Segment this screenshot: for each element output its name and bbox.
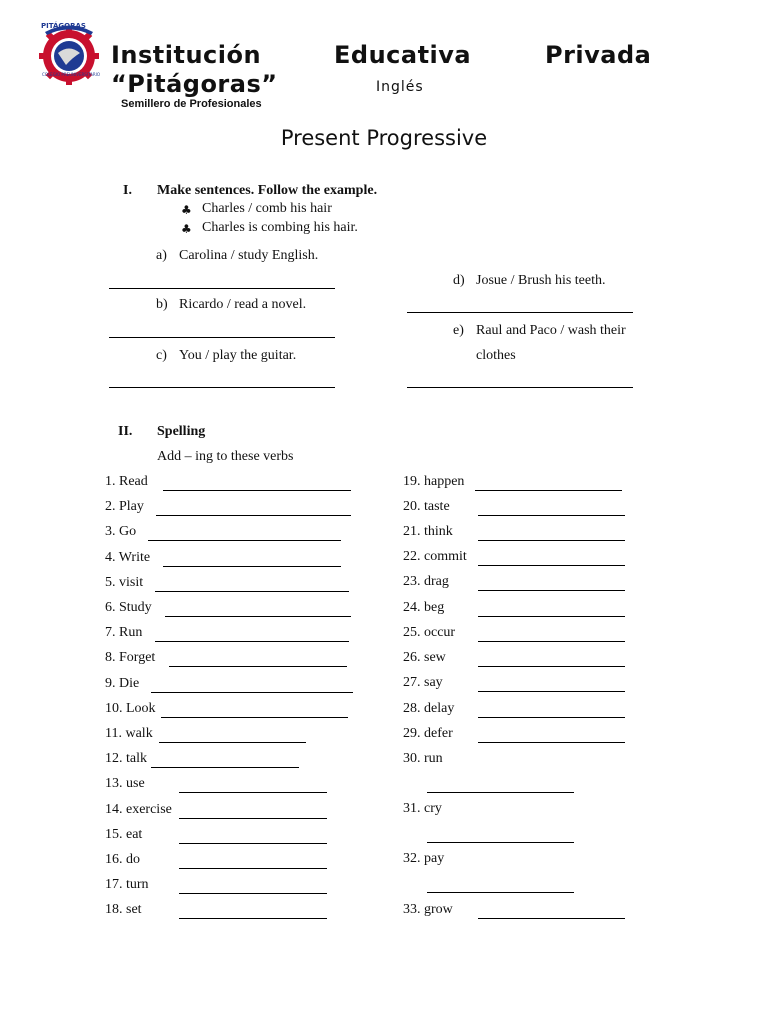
institution-word-2: Educativa <box>334 41 472 69</box>
verb-answer-blank[interactable] <box>148 540 341 541</box>
answer-blank-c[interactable] <box>109 387 335 388</box>
example-answer: Charles is combing his hair. <box>202 220 358 235</box>
example-prompt: Charles / comb his hair <box>202 201 332 216</box>
item-text: Raul and Paco / wash their <box>476 323 626 338</box>
verb-answer-blank[interactable] <box>169 666 347 667</box>
verb-item: 2. Play <box>105 499 144 515</box>
verb-item: 20. taste <box>403 499 450 514</box>
verb-answer-blank[interactable] <box>179 893 327 894</box>
item-letter: a) <box>156 248 167 263</box>
item-letter: c) <box>156 348 167 363</box>
item-text: Carolina / study English. <box>179 248 319 263</box>
verb-item: 1. Read <box>105 474 148 489</box>
verb-answer-blank[interactable] <box>478 590 625 591</box>
logo-text: PITÁGORAS <box>41 22 86 30</box>
verb-item: 31. cry <box>403 801 442 816</box>
answer-blank-d[interactable] <box>407 312 633 313</box>
verb-answer-blank[interactable] <box>478 540 625 541</box>
institution-name: “Pitágoras” <box>111 70 278 98</box>
verb-answer-blank[interactable] <box>478 918 625 919</box>
institution-motto: Semillero de Profesionales <box>121 98 262 110</box>
verb-item: 22. commit <box>403 549 467 564</box>
verb-item: 7. Run <box>105 625 143 641</box>
verb-item: 15. eat <box>105 826 143 842</box>
verb-answer-blank[interactable] <box>478 641 625 642</box>
institution-word-3: Privada <box>545 41 652 69</box>
institution-word-1: Institución <box>111 41 262 69</box>
answer-blank-b[interactable] <box>109 337 335 338</box>
verb-item: 23. drag <box>403 574 449 589</box>
verb-item: 25. occur <box>403 625 456 640</box>
item-letter: d) <box>453 273 465 288</box>
logo-subtext: COLEGIO PREUNIVERSITARIO <box>42 72 100 77</box>
verb-answer-blank[interactable] <box>478 616 625 617</box>
verb-item: 16. do <box>105 852 140 867</box>
page-title: Present Progressive <box>280 126 488 150</box>
section2-numeral: II. <box>118 424 133 439</box>
verb-answer-blank[interactable] <box>155 591 349 592</box>
item-text: You / play the guitar. <box>179 348 297 363</box>
verb-answer-blank[interactable] <box>179 792 327 793</box>
verb-item: 17. turn <box>105 877 149 893</box>
verb-answer-blank[interactable] <box>163 566 341 567</box>
verb-answer-blank[interactable] <box>478 515 625 516</box>
section1-numeral: I. <box>123 183 132 198</box>
verb-item: 26. sew <box>403 650 446 665</box>
verb-answer-blank[interactable] <box>159 742 306 743</box>
verb-answer-blank[interactable] <box>179 918 327 919</box>
verb-answer-blank[interactable] <box>478 742 625 743</box>
verb-item: 10. Look <box>105 700 156 716</box>
verb-answer-blank[interactable] <box>151 767 299 768</box>
subject-label: Inglés <box>376 79 424 95</box>
verb-item: 3. Go <box>105 524 137 540</box>
verb-item: 9. Die <box>105 675 140 691</box>
verb-item: 5. visit <box>105 574 144 590</box>
verb-answer-blank[interactable] <box>478 691 625 692</box>
club-bullet-icon: ♣ <box>181 222 192 236</box>
item-letter: b) <box>156 297 168 312</box>
section2-instruction: Add – ing to these verbs <box>157 449 294 464</box>
section1-instruction: Make sentences. Follow the example. <box>157 183 378 198</box>
verb-item: 13. use <box>105 776 145 792</box>
verb-answer-blank[interactable] <box>155 641 349 642</box>
verb-item: 32. pay <box>403 851 445 866</box>
verb-item: 14. exercise <box>105 801 172 817</box>
answer-blank-e[interactable] <box>407 387 633 388</box>
verb-answer-blank[interactable] <box>165 616 351 617</box>
section2-heading: Spelling <box>157 424 206 439</box>
verb-answer-blank[interactable] <box>475 490 622 491</box>
verb-item: 28. delay <box>403 701 455 716</box>
verb-item: 12. talk <box>105 751 147 767</box>
verb-answer-blank[interactable] <box>151 692 353 693</box>
verb-item: 6. Study <box>105 600 152 615</box>
verb-answer-blank[interactable] <box>427 792 574 793</box>
verb-answer-blank[interactable] <box>427 892 574 893</box>
verb-item: 27. say <box>403 675 443 690</box>
verb-item: 24. beg <box>403 600 445 615</box>
verb-answer-blank[interactable] <box>163 490 351 491</box>
verb-item: 4. Write <box>105 549 151 565</box>
verb-answer-blank[interactable] <box>156 515 351 516</box>
verb-item: 33. grow <box>403 902 453 917</box>
verb-item: 29. defer <box>403 726 453 741</box>
verb-answer-blank[interactable] <box>179 818 327 819</box>
verb-answer-blank[interactable] <box>478 717 625 718</box>
verb-item: 30. run <box>403 751 443 766</box>
verb-item: 18. set <box>105 902 142 918</box>
item-text: Josue / Brush his teeth. <box>476 273 606 288</box>
verb-answer-blank[interactable] <box>427 842 574 843</box>
verb-answer-blank[interactable] <box>478 666 625 667</box>
verb-item: 11. walk <box>105 726 153 741</box>
item-text-continued: clothes <box>476 348 516 363</box>
verb-answer-blank[interactable] <box>161 717 348 718</box>
verb-item: 19. happen <box>403 474 465 489</box>
club-bullet-icon: ♣ <box>181 203 192 217</box>
verb-answer-blank[interactable] <box>179 843 327 844</box>
verb-item: 8. Forget <box>105 650 156 666</box>
answer-blank-a[interactable] <box>109 288 335 289</box>
verb-answer-blank[interactable] <box>478 565 625 566</box>
verb-item: 21. think <box>403 524 453 539</box>
item-letter: e) <box>453 323 464 338</box>
verb-answer-blank[interactable] <box>179 868 327 869</box>
item-text: Ricardo / read a novel. <box>179 297 307 312</box>
